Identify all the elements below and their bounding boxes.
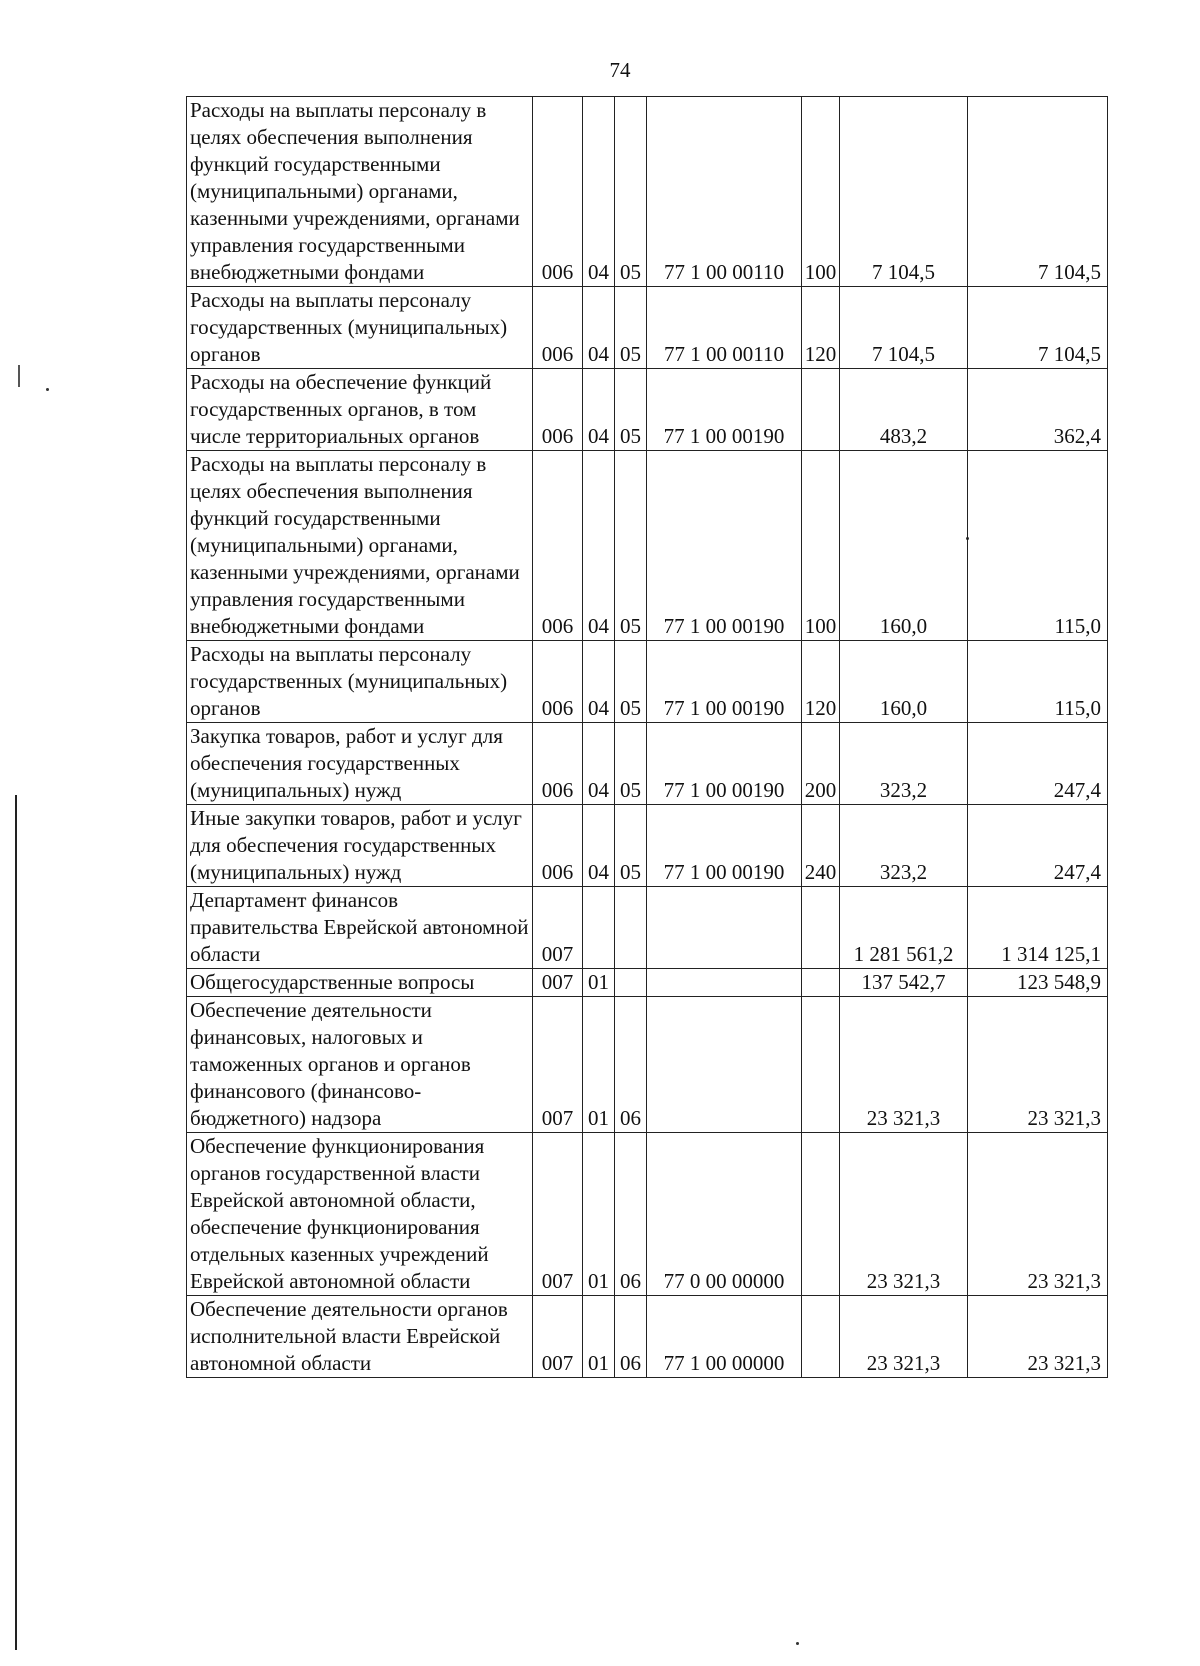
cell-vr bbox=[802, 887, 840, 969]
cell-rz: 01 bbox=[583, 997, 615, 1133]
row-name: Общегосударственные вопросы bbox=[187, 969, 533, 997]
cell-csr: 77 1 00 00190 bbox=[647, 805, 802, 887]
cell-ved: 006 bbox=[533, 287, 583, 369]
cell-sum-1: 1 281 561,2 bbox=[840, 887, 968, 969]
cell-sum-2: 115,0 bbox=[968, 641, 1108, 723]
cell-pr bbox=[615, 969, 647, 997]
cell-ved: 007 bbox=[533, 887, 583, 969]
scan-margin-line bbox=[15, 795, 17, 1650]
cell-ved: 006 bbox=[533, 641, 583, 723]
cell-sum-1: 160,0 bbox=[840, 451, 968, 641]
row-name: Расходы на обеспечение функций государственных органов, в том числе территориальных органов bbox=[187, 369, 533, 451]
cell-sum-1: 23 321,3 bbox=[840, 997, 968, 1133]
cell-ved: 007 bbox=[533, 1296, 583, 1378]
cell-pr: 05 bbox=[615, 369, 647, 451]
cell-csr: 77 1 00 00190 bbox=[647, 369, 802, 451]
cell-rz bbox=[583, 887, 615, 969]
cell-csr: 77 1 00 00110 bbox=[647, 97, 802, 287]
cell-vr: 240 bbox=[802, 805, 840, 887]
table-row bbox=[187, 887, 1108, 969]
row-name: Департамент финансов правительства Еврейской автономной области bbox=[187, 887, 533, 969]
cell-vr: 200 bbox=[802, 723, 840, 805]
cell-vr: 100 bbox=[802, 97, 840, 287]
row-name: Расходы на выплаты персоналу государственных (муниципальных) органов bbox=[187, 641, 533, 723]
cell-rz: 01 bbox=[583, 969, 615, 997]
row-name: Обеспечение функционирования органов государственной власти Еврейской автономной области, обеспечение функционирования отдельных казенных учреждений Еврейской автономной области bbox=[187, 1133, 533, 1296]
cell-pr: 06 bbox=[615, 1133, 647, 1296]
table-row bbox=[187, 969, 1108, 997]
cell-sum-2: 1 314 125,1 bbox=[968, 887, 1108, 969]
cell-sum-2: 362,4 bbox=[968, 369, 1108, 451]
cell-rz: 04 bbox=[583, 369, 615, 451]
cell-pr: 05 bbox=[615, 805, 647, 887]
table-row bbox=[187, 1133, 1108, 1296]
budget-table bbox=[186, 96, 1108, 1378]
cell-pr: 05 bbox=[615, 723, 647, 805]
cell-rz: 04 bbox=[583, 97, 615, 287]
row-name: Иные закупки товаров, работ и услуг для обеспечения государственных (муниципальных) нужд bbox=[187, 805, 533, 887]
cell-pr: 05 bbox=[615, 451, 647, 641]
cell-vr bbox=[802, 1296, 840, 1378]
cell-sum-1: 23 321,3 bbox=[840, 1296, 968, 1378]
cell-sum-1: 7 104,5 bbox=[840, 287, 968, 369]
cell-vr bbox=[802, 1133, 840, 1296]
cell-vr: 120 bbox=[802, 287, 840, 369]
cell-vr bbox=[802, 369, 840, 451]
cell-rz: 04 bbox=[583, 287, 615, 369]
table-row bbox=[187, 997, 1108, 1133]
cell-rz: 04 bbox=[583, 641, 615, 723]
cell-vr: 120 bbox=[802, 641, 840, 723]
cell-csr: 77 0 00 00000 bbox=[647, 1133, 802, 1296]
cell-sum-1: 483,2 bbox=[840, 369, 968, 451]
cell-ved: 006 bbox=[533, 451, 583, 641]
table-row bbox=[187, 451, 1108, 641]
table-row bbox=[187, 723, 1108, 805]
cell-ved: 007 bbox=[533, 997, 583, 1133]
cell-sum-2: 7 104,5 bbox=[968, 287, 1108, 369]
cell-sum-2: 247,4 bbox=[968, 723, 1108, 805]
cell-pr bbox=[615, 887, 647, 969]
cell-pr: 06 bbox=[615, 1296, 647, 1378]
row-name: Обеспечение деятельности финансовых, налоговых и таможенных органов и органов финансового (финансово-бюджетного) надзора bbox=[187, 997, 533, 1133]
cell-pr: 05 bbox=[615, 287, 647, 369]
cell-sum-1: 23 321,3 bbox=[840, 1133, 968, 1296]
cell-rz: 04 bbox=[583, 451, 615, 641]
cell-ved: 006 bbox=[533, 723, 583, 805]
cell-sum-2: 123 548,9 bbox=[968, 969, 1108, 997]
cell-ved: 007 bbox=[533, 969, 583, 997]
page-number: 74 bbox=[609, 58, 631, 82]
cell-ved: 006 bbox=[533, 369, 583, 451]
table-row bbox=[187, 1296, 1108, 1378]
cell-ved: 006 bbox=[533, 805, 583, 887]
table-row bbox=[187, 287, 1108, 369]
cell-csr: 77 1 00 00110 bbox=[647, 287, 802, 369]
cell-rz: 01 bbox=[583, 1296, 615, 1378]
cell-csr: 77 1 00 00190 bbox=[647, 451, 802, 641]
table-body bbox=[187, 97, 1108, 1378]
cell-rz: 01 bbox=[583, 1133, 615, 1296]
cell-ved: 007 bbox=[533, 1133, 583, 1296]
scan-speck bbox=[46, 388, 49, 391]
cell-csr: 77 1 00 00000 bbox=[647, 1296, 802, 1378]
row-name: Расходы на выплаты персоналу в целях обеспечения выполнения функций государственными (муниципальными) органами, казенными учреждениями, органами управления государственными внебюджетными фондами bbox=[187, 97, 533, 287]
row-name: Закупка товаров, работ и услуг для обеспечения государственных (муниципальных) нужд bbox=[187, 723, 533, 805]
cell-pr: 06 bbox=[615, 997, 647, 1133]
cell-sum-2: 23 321,3 bbox=[968, 1133, 1108, 1296]
table-row bbox=[187, 641, 1108, 723]
cell-csr bbox=[647, 969, 802, 997]
cell-rz: 04 bbox=[583, 805, 615, 887]
cell-vr bbox=[802, 997, 840, 1133]
cell-vr bbox=[802, 969, 840, 997]
cell-ved: 006 bbox=[533, 97, 583, 287]
table-row bbox=[187, 97, 1108, 287]
cell-csr: 77 1 00 00190 bbox=[647, 641, 802, 723]
cell-pr: 05 bbox=[615, 97, 647, 287]
cell-sum-1: 323,2 bbox=[840, 723, 968, 805]
cell-pr: 05 bbox=[615, 641, 647, 723]
cell-sum-2: 23 321,3 bbox=[968, 1296, 1108, 1378]
table-row bbox=[187, 805, 1108, 887]
cell-sum-1: 7 104,5 bbox=[840, 97, 968, 287]
cell-sum-1: 323,2 bbox=[840, 805, 968, 887]
cell-rz: 04 bbox=[583, 723, 615, 805]
cell-sum-1: 160,0 bbox=[840, 641, 968, 723]
scan-margin-tick bbox=[18, 365, 20, 387]
cell-csr: 77 1 00 00190 bbox=[647, 723, 802, 805]
row-name: Обеспечение деятельности органов исполнительной власти Еврейской автономной области bbox=[187, 1296, 533, 1378]
table-row bbox=[187, 369, 1108, 451]
cell-vr: 100 bbox=[802, 451, 840, 641]
cell-csr bbox=[647, 887, 802, 969]
cell-sum-1: 137 542,7 bbox=[840, 969, 968, 997]
cell-csr bbox=[647, 997, 802, 1133]
cell-sum-2: 247,4 bbox=[968, 805, 1108, 887]
cell-sum-2: 23 321,3 bbox=[968, 997, 1108, 1133]
row-name: Расходы на выплаты персоналу в целях обеспечения выполнения функций государственными (муниципальными) органами, казенными учреждениями, органами управления государственными внебюджетными фондами bbox=[187, 451, 533, 641]
scan-speck bbox=[796, 1642, 799, 1645]
cell-sum-2: 7 104,5 bbox=[968, 97, 1108, 287]
cell-sum-2: 115,0 bbox=[968, 451, 1108, 641]
row-name: Расходы на выплаты персоналу государственных (муниципальных) органов bbox=[187, 287, 533, 369]
